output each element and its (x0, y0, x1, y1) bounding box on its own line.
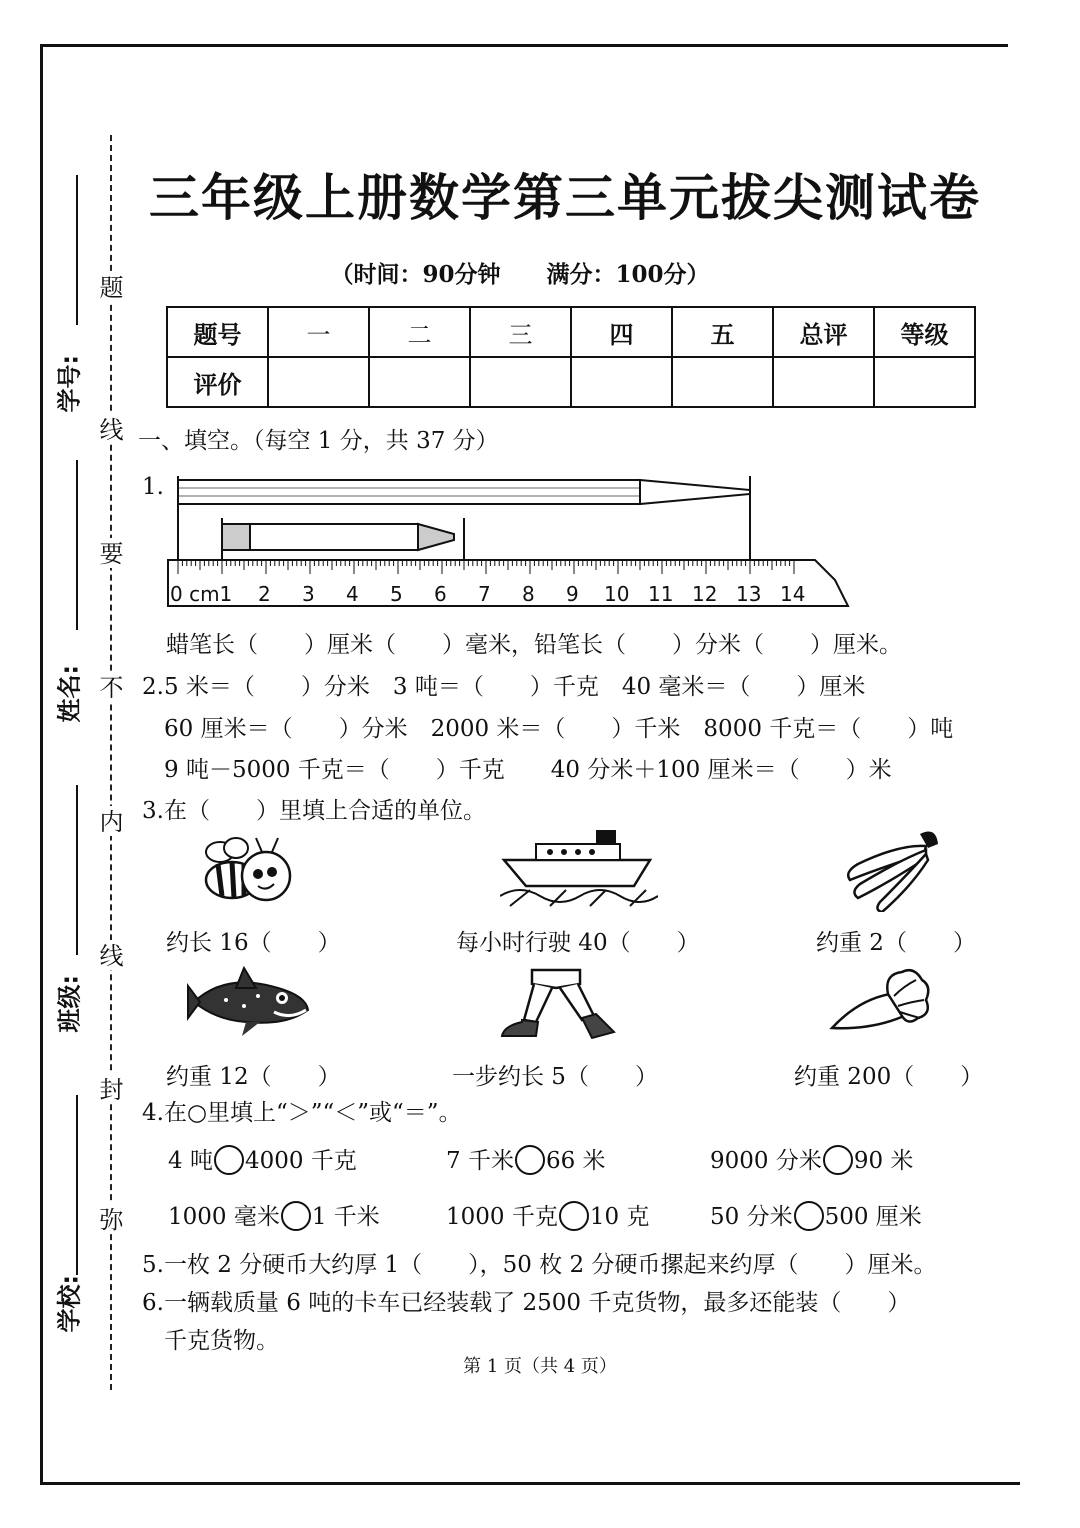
compare-circle[interactable] (823, 1145, 853, 1175)
table-cell: 评价 (167, 357, 268, 407)
seal-char: 线 (98, 414, 124, 444)
ship-icon (500, 824, 658, 910)
crayon-icon (222, 524, 454, 550)
ruler-figure (160, 468, 860, 613)
q3-item-text: 一步约长 5（ ） (452, 1064, 658, 1090)
score-cell[interactable] (268, 357, 369, 407)
seal-char: 要 (98, 538, 124, 568)
table-cell: 题号 (167, 307, 268, 357)
q3-item-text: 每小时行驶 40（ ） (456, 930, 700, 956)
compare-item (446, 1142, 606, 1177)
q5-text: 5.一枚 2 分硬币大约厚 1（ ），50 枚 2 分硬币摞起来约厚（ ）厘米。 (142, 1252, 937, 1278)
banana-icon (840, 824, 944, 912)
school-line (76, 1095, 78, 1275)
table-cell: 三 (470, 307, 571, 357)
compare-item (168, 1198, 380, 1233)
frame-bottom-border (40, 1482, 1020, 1485)
compare-item (446, 1198, 649, 1233)
score-table (166, 306, 976, 408)
compare-item (168, 1142, 357, 1177)
score-table-eval-row (167, 357, 975, 407)
section-heading: 一、填空。（每空 1 分，共 37 分） (138, 428, 499, 454)
compare-right: 1 千米 (311, 1204, 380, 1230)
ruler-label: 11 (648, 582, 674, 606)
compare-left: 50 分米 (710, 1204, 793, 1230)
exam-info: （时间：90分钟 满分：100分） (330, 261, 710, 288)
legs-icon (496, 966, 620, 1044)
q3-prompt: 3.在（ ）里填上合适的单位。 (142, 798, 486, 824)
seal-char: 线 (98, 940, 124, 970)
ruler-label: 3 (302, 582, 315, 606)
class-line (76, 785, 78, 955)
ruler-label: 6 (434, 582, 447, 606)
student-id-line (76, 175, 78, 325)
q3-item-text: 约重 12（ ） (166, 1064, 341, 1090)
compare-circle[interactable] (281, 1201, 311, 1231)
ruler-label: 4 (346, 582, 359, 606)
compare-circle[interactable] (559, 1201, 589, 1231)
q6-line-1: 6.一辆载质量 6 吨的卡车已经装载了 2500 千克货物，最多还能装（ ） (142, 1290, 911, 1316)
q2-line-1: 2.5 米＝（ ）分米 3 吨＝（ ）千克 40 毫米＝（ ）厘米 (142, 674, 866, 700)
compare-right: 66 米 (545, 1148, 606, 1174)
student-id-label: 学号: (55, 354, 84, 413)
ruler-label: 14 (780, 582, 806, 606)
compare-left: 1000 毫米 (168, 1204, 280, 1230)
ruler-label: 7 (478, 582, 491, 606)
score-cell[interactable] (571, 357, 672, 407)
compare-left: 1000 千克 (446, 1204, 558, 1230)
table-cell: 五 (672, 307, 773, 357)
shark-icon (186, 966, 314, 1038)
name-label: 姓名: (55, 664, 84, 723)
compare-circle[interactable] (214, 1145, 244, 1175)
school-label: 学校: (55, 1274, 84, 1333)
compare-left: 9000 分米 (710, 1148, 822, 1174)
table-cell: 总评 (773, 307, 874, 357)
table-cell: 四 (571, 307, 672, 357)
compare-circle[interactable] (794, 1201, 824, 1231)
q6-line-2: 千克货物。 (164, 1328, 279, 1354)
ruler-label: 9 (566, 582, 579, 606)
ruler-label: 10 (604, 582, 630, 606)
seal-char: 不 (98, 672, 124, 702)
question-number: 1. (142, 474, 164, 500)
ruler-label: 5 (390, 582, 403, 606)
score-cell[interactable] (470, 357, 571, 407)
radish-icon (828, 966, 932, 1038)
table-cell: 一 (268, 307, 369, 357)
q4-prompt: 4.在○里填上“＞”“＜”或“＝”。 (142, 1100, 462, 1126)
q2-line-2: 60 厘米＝（ ）分米 2000 米＝（ ）千米 8000 千克＝（ ）吨 (164, 716, 954, 742)
q3-item-text: 约重 200（ ） (794, 1064, 984, 1090)
ruler-label: 2 (258, 582, 271, 606)
ruler-label: 8 (522, 582, 535, 606)
compare-left: 7 千米 (446, 1148, 514, 1174)
compare-left: 4 吨 (168, 1148, 213, 1174)
compare-right: 10 克 (589, 1204, 650, 1230)
table-cell: 等级 (874, 307, 975, 357)
table-cell: 二 (369, 307, 470, 357)
page-title: 三年级上册数学第三单元拔尖测试卷 (149, 169, 981, 227)
q3-item-text: 约长 16（ ） (166, 930, 341, 956)
ruler-label: 0 cm1 (170, 582, 233, 606)
score-cell[interactable] (369, 357, 470, 407)
ruler-label: 13 (736, 582, 762, 606)
pencil-icon (178, 480, 750, 504)
score-cell[interactable] (874, 357, 975, 407)
compare-item (710, 1198, 922, 1233)
score-cell[interactable] (773, 357, 874, 407)
compare-item (710, 1142, 913, 1177)
compare-right: 4000 千克 (244, 1148, 357, 1174)
q3-item-text: 约重 2（ ） (816, 930, 976, 956)
seal-char: 题 (98, 272, 124, 302)
seal-dashed-line (110, 135, 112, 1390)
frame-left-border (40, 44, 43, 1484)
seal-char: 内 (98, 806, 124, 836)
q2-line-3: 9 吨－5000 千克＝（ ）千克 40 分米＋100 厘米＝（ ）米 (164, 757, 892, 783)
frame-top-border (40, 44, 1008, 47)
score-cell[interactable] (672, 357, 773, 407)
compare-right: 90 米 (853, 1148, 914, 1174)
seal-char: 封 (98, 1074, 124, 1104)
compare-right: 500 厘米 (824, 1204, 922, 1230)
q1-answer-line: 蜡笔长（ ）厘米（ ）毫米，铅笔长（ ）分米（ ）厘米。 (166, 632, 902, 658)
page-number: 第 1 页（共 4 页） (463, 1356, 617, 1377)
compare-circle[interactable] (515, 1145, 545, 1175)
bee-icon (196, 832, 300, 912)
class-label: 班级: (55, 974, 84, 1033)
ruler-label: 12 (692, 582, 718, 606)
seal-char: 弥 (98, 1204, 124, 1234)
name-line (76, 460, 78, 630)
score-table-header-row (167, 307, 975, 357)
